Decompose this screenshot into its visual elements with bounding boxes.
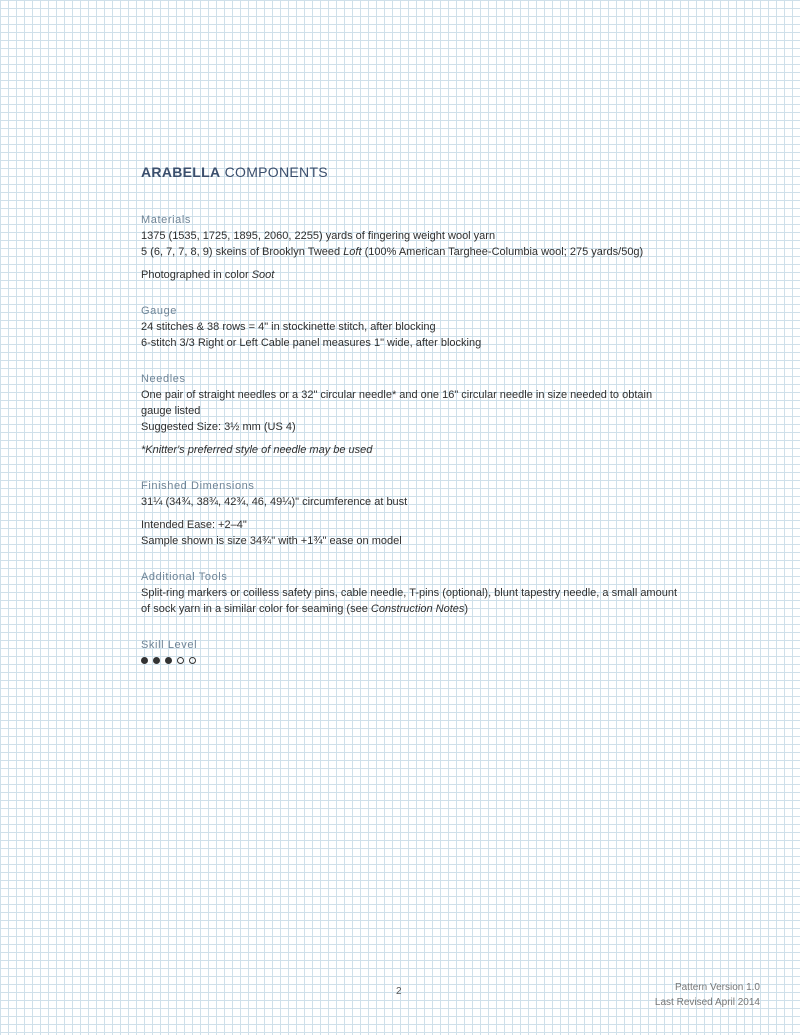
gauge-heading: Gauge [141,305,178,317]
skill-dot-filled-icon [165,657,172,664]
finished-ease: Intended Ease: +2–4" [141,519,247,531]
title-suffix: COMPONENTS [220,164,328,180]
additional-tools-heading: Additional Tools [141,571,228,583]
finished-circumference: 31¼ (34¾, 38¾, 42¾, 46, 49¼)" circumference at bust [141,496,408,508]
gauge-cable: 6-stitch 3/3 Right or Left Cable panel measures 1" wide, after blocking [141,337,482,349]
finished-dimensions-section [141,480,681,549]
materials-skeins [141,244,681,260]
tools-pre: of sock yarn in a similar color for seaming (see [141,603,371,615]
materials-color [141,267,681,283]
page-number: 2 [396,986,402,997]
materials-yarn-name: Loft [343,246,362,258]
materials-heading: Materials [141,214,192,226]
needles-note: *Knitter's preferred style of needle may be used [141,444,373,456]
title-pattern-name: ARABELLA [141,164,221,180]
footer [655,980,760,1010]
needles-section [141,373,681,458]
finished-sample-size: Sample shown is size 34¾" with +1¾" ease on model [141,535,402,547]
skill-level-rating [141,657,681,664]
pattern-version: Pattern Version 1.0 [674,982,760,993]
page-title [141,164,681,180]
skill-dot-empty-icon [177,657,184,664]
materials-skeins-pre: 5 (6, 7, 7, 8, 9) skeins of Brooklyn Tweed [141,246,344,258]
gauge-stockinette: 24 stitches & 38 rows = 4" in stockinette stitch, after blocking [141,321,436,333]
materials-yardage: 1375 (1535, 1725, 1895, 2060, 2255) yards of fingering weight wool yarn [141,230,496,242]
needles-heading: Needles [141,373,186,385]
components-page [141,164,681,686]
skill-dot-filled-icon [153,657,160,664]
needles-description-cont: gauge listed [141,405,201,417]
skill-dot-filled-icon [141,657,148,664]
skill-level-section [141,639,681,664]
gauge-section [141,305,681,351]
materials-skeins-post: (100% American Targhee-Columbia wool; 275 yards/50g) [361,246,644,258]
materials-color-name: Soot [251,269,275,281]
materials-color-pre: Photographed in color [141,269,252,281]
additional-tools-section [141,571,681,617]
tools-post: ) [464,603,469,615]
needles-description: One pair of straight needles or a 32" circular needle* and one 16" circular needle in size needed to obtain [141,389,653,401]
skill-dot-empty-icon [189,657,196,664]
last-revised: Last Revised April 2014 [654,997,760,1008]
tools-list: Split-ring markers or coilless safety pins, cable needle, T-pins (optional), blunt tapestry needle, a small amount [141,587,678,599]
skill-level-heading: Skill Level [141,639,198,651]
materials-section [141,214,681,283]
needles-suggested-size: Suggested Size: 3½ mm (US 4) [141,421,296,433]
tools-list-cont [141,601,681,617]
tools-construction-notes-ref: Construction Notes [370,603,465,615]
finished-dimensions-heading: Finished Dimensions [141,480,255,492]
